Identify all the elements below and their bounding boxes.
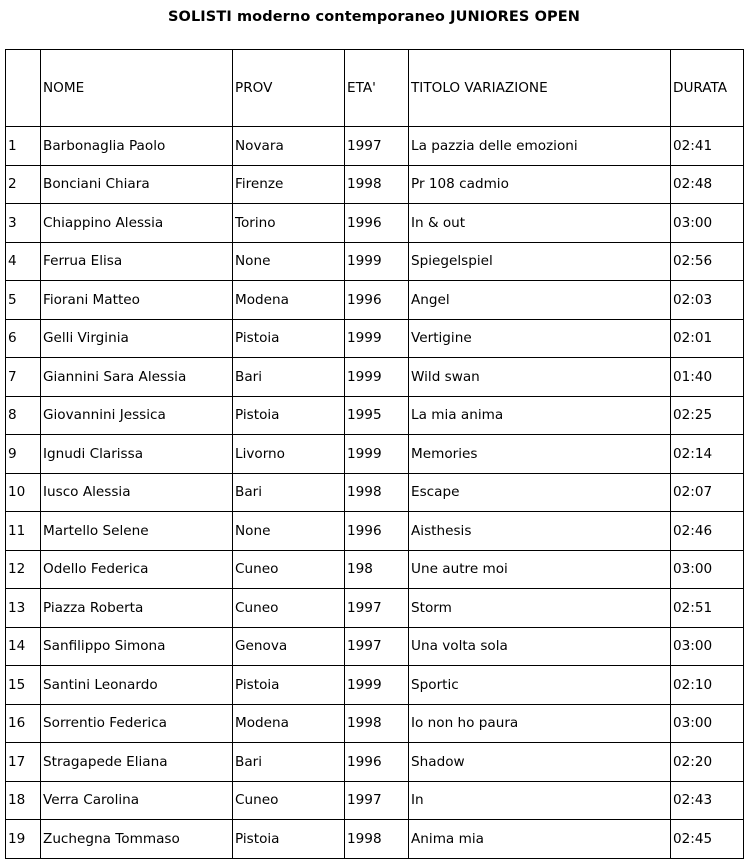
titolo-cell: Una volta sola [409,627,671,666]
eta-cell: 1999 [345,666,409,705]
eta-cell: 1996 [345,204,409,243]
nome-cell: Sanfilippo Simona [41,627,233,666]
results-table-body [6,50,744,859]
eta-cell: 1996 [345,743,409,782]
prov-cell: Pistoia [233,666,345,705]
eta-cell: 1999 [345,319,409,358]
row-number: 7 [6,358,41,397]
row-number: 12 [6,550,41,589]
titolo-cell: Angel [409,281,671,320]
eta-cell: 1997 [345,627,409,666]
prov-cell: Pistoia [233,319,345,358]
prov-cell: Cuneo [233,550,345,589]
nome-cell: Giovannini Jessica [41,396,233,435]
nome-cell: Ignudi Clarissa [41,435,233,474]
row-number: 15 [6,666,41,705]
prov-cell: Genova [233,627,345,666]
durata-cell: 02:46 [671,512,744,551]
eta-cell: 1999 [345,242,409,281]
row-number: 10 [6,473,41,512]
durata-cell: 02:07 [671,473,744,512]
table-row [6,550,744,589]
eta-cell: 1998 [345,165,409,204]
titolo-cell: In [409,781,671,820]
prov-cell: Torino [233,204,345,243]
table-row [6,666,744,705]
durata-cell: 01:40 [671,358,744,397]
table-row [6,704,744,743]
prov-cell: Bari [233,743,345,782]
titolo-cell: In & out [409,204,671,243]
row-number: 6 [6,319,41,358]
titolo-cell: La mia anima [409,396,671,435]
nome-cell: Barbonaglia Paolo [41,127,233,166]
titolo-cell: Escape [409,473,671,512]
table-row [6,281,744,320]
durata-cell: 02:03 [671,281,744,320]
titolo-cell: Anima mia [409,820,671,859]
header-cell-nome: NOME [41,50,233,127]
row-number: 16 [6,704,41,743]
titolo-cell: Shadow [409,743,671,782]
nome-cell: Santini Leonardo [41,666,233,705]
durata-cell: 02:25 [671,396,744,435]
prov-cell: Pistoia [233,396,345,435]
row-number: 14 [6,627,41,666]
prov-cell: Modena [233,704,345,743]
nome-cell: Zuchegna Tommaso [41,820,233,859]
header-cell-titolo: TITOLO VARIAZIONE [409,50,671,127]
eta-cell: 1999 [345,358,409,397]
nome-cell: Ferrua Elisa [41,242,233,281]
nome-cell: Iusco Alessia [41,473,233,512]
durata-cell: 02:01 [671,319,744,358]
titolo-cell: Io non ho paura [409,704,671,743]
prov-cell: Cuneo [233,589,345,628]
durata-cell: 02:48 [671,165,744,204]
eta-cell: 1996 [345,512,409,551]
prov-cell: Bari [233,358,345,397]
table-row [6,358,744,397]
nome-cell: Martello Selene [41,512,233,551]
table-row [6,165,744,204]
table-row [6,589,744,628]
table-row [6,396,744,435]
titolo-cell: Wild swan [409,358,671,397]
prov-cell: Modena [233,281,345,320]
nome-cell: Giannini Sara Alessia [41,358,233,397]
prov-cell: Novara [233,127,345,166]
table-row [6,204,744,243]
row-number: 5 [6,281,41,320]
prov-cell: Livorno [233,435,345,474]
titolo-cell: Une autre moi [409,550,671,589]
nome-cell: Odello Federica [41,550,233,589]
prov-cell: None [233,242,345,281]
durata-cell: 02:51 [671,589,744,628]
prov-cell: Firenze [233,165,345,204]
table-row [6,627,744,666]
durata-cell: 03:00 [671,627,744,666]
page-title: SOLISTI moderno contemporaneo JUNIORES OPEN [167,9,581,25]
prov-cell: Cuneo [233,781,345,820]
table-row [6,435,744,474]
table-row [6,743,744,782]
row-number: 11 [6,512,41,551]
nome-cell: Bonciani Chiara [41,165,233,204]
eta-cell: 1997 [345,127,409,166]
header-cell-eta: ETA' [345,50,409,127]
durata-cell: 02:45 [671,820,744,859]
results-table [5,49,744,859]
table-row [6,127,744,166]
titolo-cell: Sportic [409,666,671,705]
nome-cell: Fiorani Matteo [41,281,233,320]
row-number: 9 [6,435,41,474]
durata-cell: 03:00 [671,204,744,243]
prov-cell: Pistoia [233,820,345,859]
durata-cell: 02:10 [671,666,744,705]
nome-cell: Piazza Roberta [41,589,233,628]
row-number: 18 [6,781,41,820]
table-row [6,473,744,512]
nome-cell: Chiappino Alessia [41,204,233,243]
row-number: 4 [6,242,41,281]
durata-cell: 03:00 [671,550,744,589]
table-row [6,242,744,281]
titolo-cell: Memories [409,435,671,474]
row-number: 3 [6,204,41,243]
header-cell-durata: DURATA [671,50,744,127]
row-number: 13 [6,589,41,628]
table-row [6,781,744,820]
titolo-cell: La pazzia delle emozioni [409,127,671,166]
table-row [6,820,744,859]
durata-cell: 02:14 [671,435,744,474]
titolo-cell: Aisthesis [409,512,671,551]
eta-cell: 1998 [345,473,409,512]
titolo-cell: Vertigine [409,319,671,358]
durata-cell: 02:20 [671,743,744,782]
titolo-cell: Storm [409,589,671,628]
eta-cell: 1997 [345,589,409,628]
row-number: 19 [6,820,41,859]
row-number: 1 [6,127,41,166]
durata-cell: 03:00 [671,704,744,743]
eta-cell: 1998 [345,704,409,743]
header-cell-prov: PROV [233,50,345,127]
nome-cell: Stragapede Eliana [41,743,233,782]
eta-cell: 1997 [345,781,409,820]
prov-cell: Bari [233,473,345,512]
durata-cell: 02:56 [671,242,744,281]
row-number: 2 [6,165,41,204]
row-number: 17 [6,743,41,782]
header-cell-index [6,50,41,127]
eta-cell: 1995 [345,396,409,435]
table-row [6,512,744,551]
table-row [6,319,744,358]
durata-cell: 02:43 [671,781,744,820]
eta-cell: 1999 [345,435,409,474]
prov-cell: None [233,512,345,551]
titolo-cell: Pr 108 cadmio [409,165,671,204]
table-header-row [6,50,744,127]
row-number: 8 [6,396,41,435]
eta-cell: 1998 [345,820,409,859]
eta-cell: 1996 [345,281,409,320]
nome-cell: Verra Carolina [41,781,233,820]
titolo-cell: Spiegelspiel [409,242,671,281]
nome-cell: Sorrentio Federica [41,704,233,743]
durata-cell: 02:41 [671,127,744,166]
eta-cell: 198 [345,550,409,589]
nome-cell: Gelli Virginia [41,319,233,358]
